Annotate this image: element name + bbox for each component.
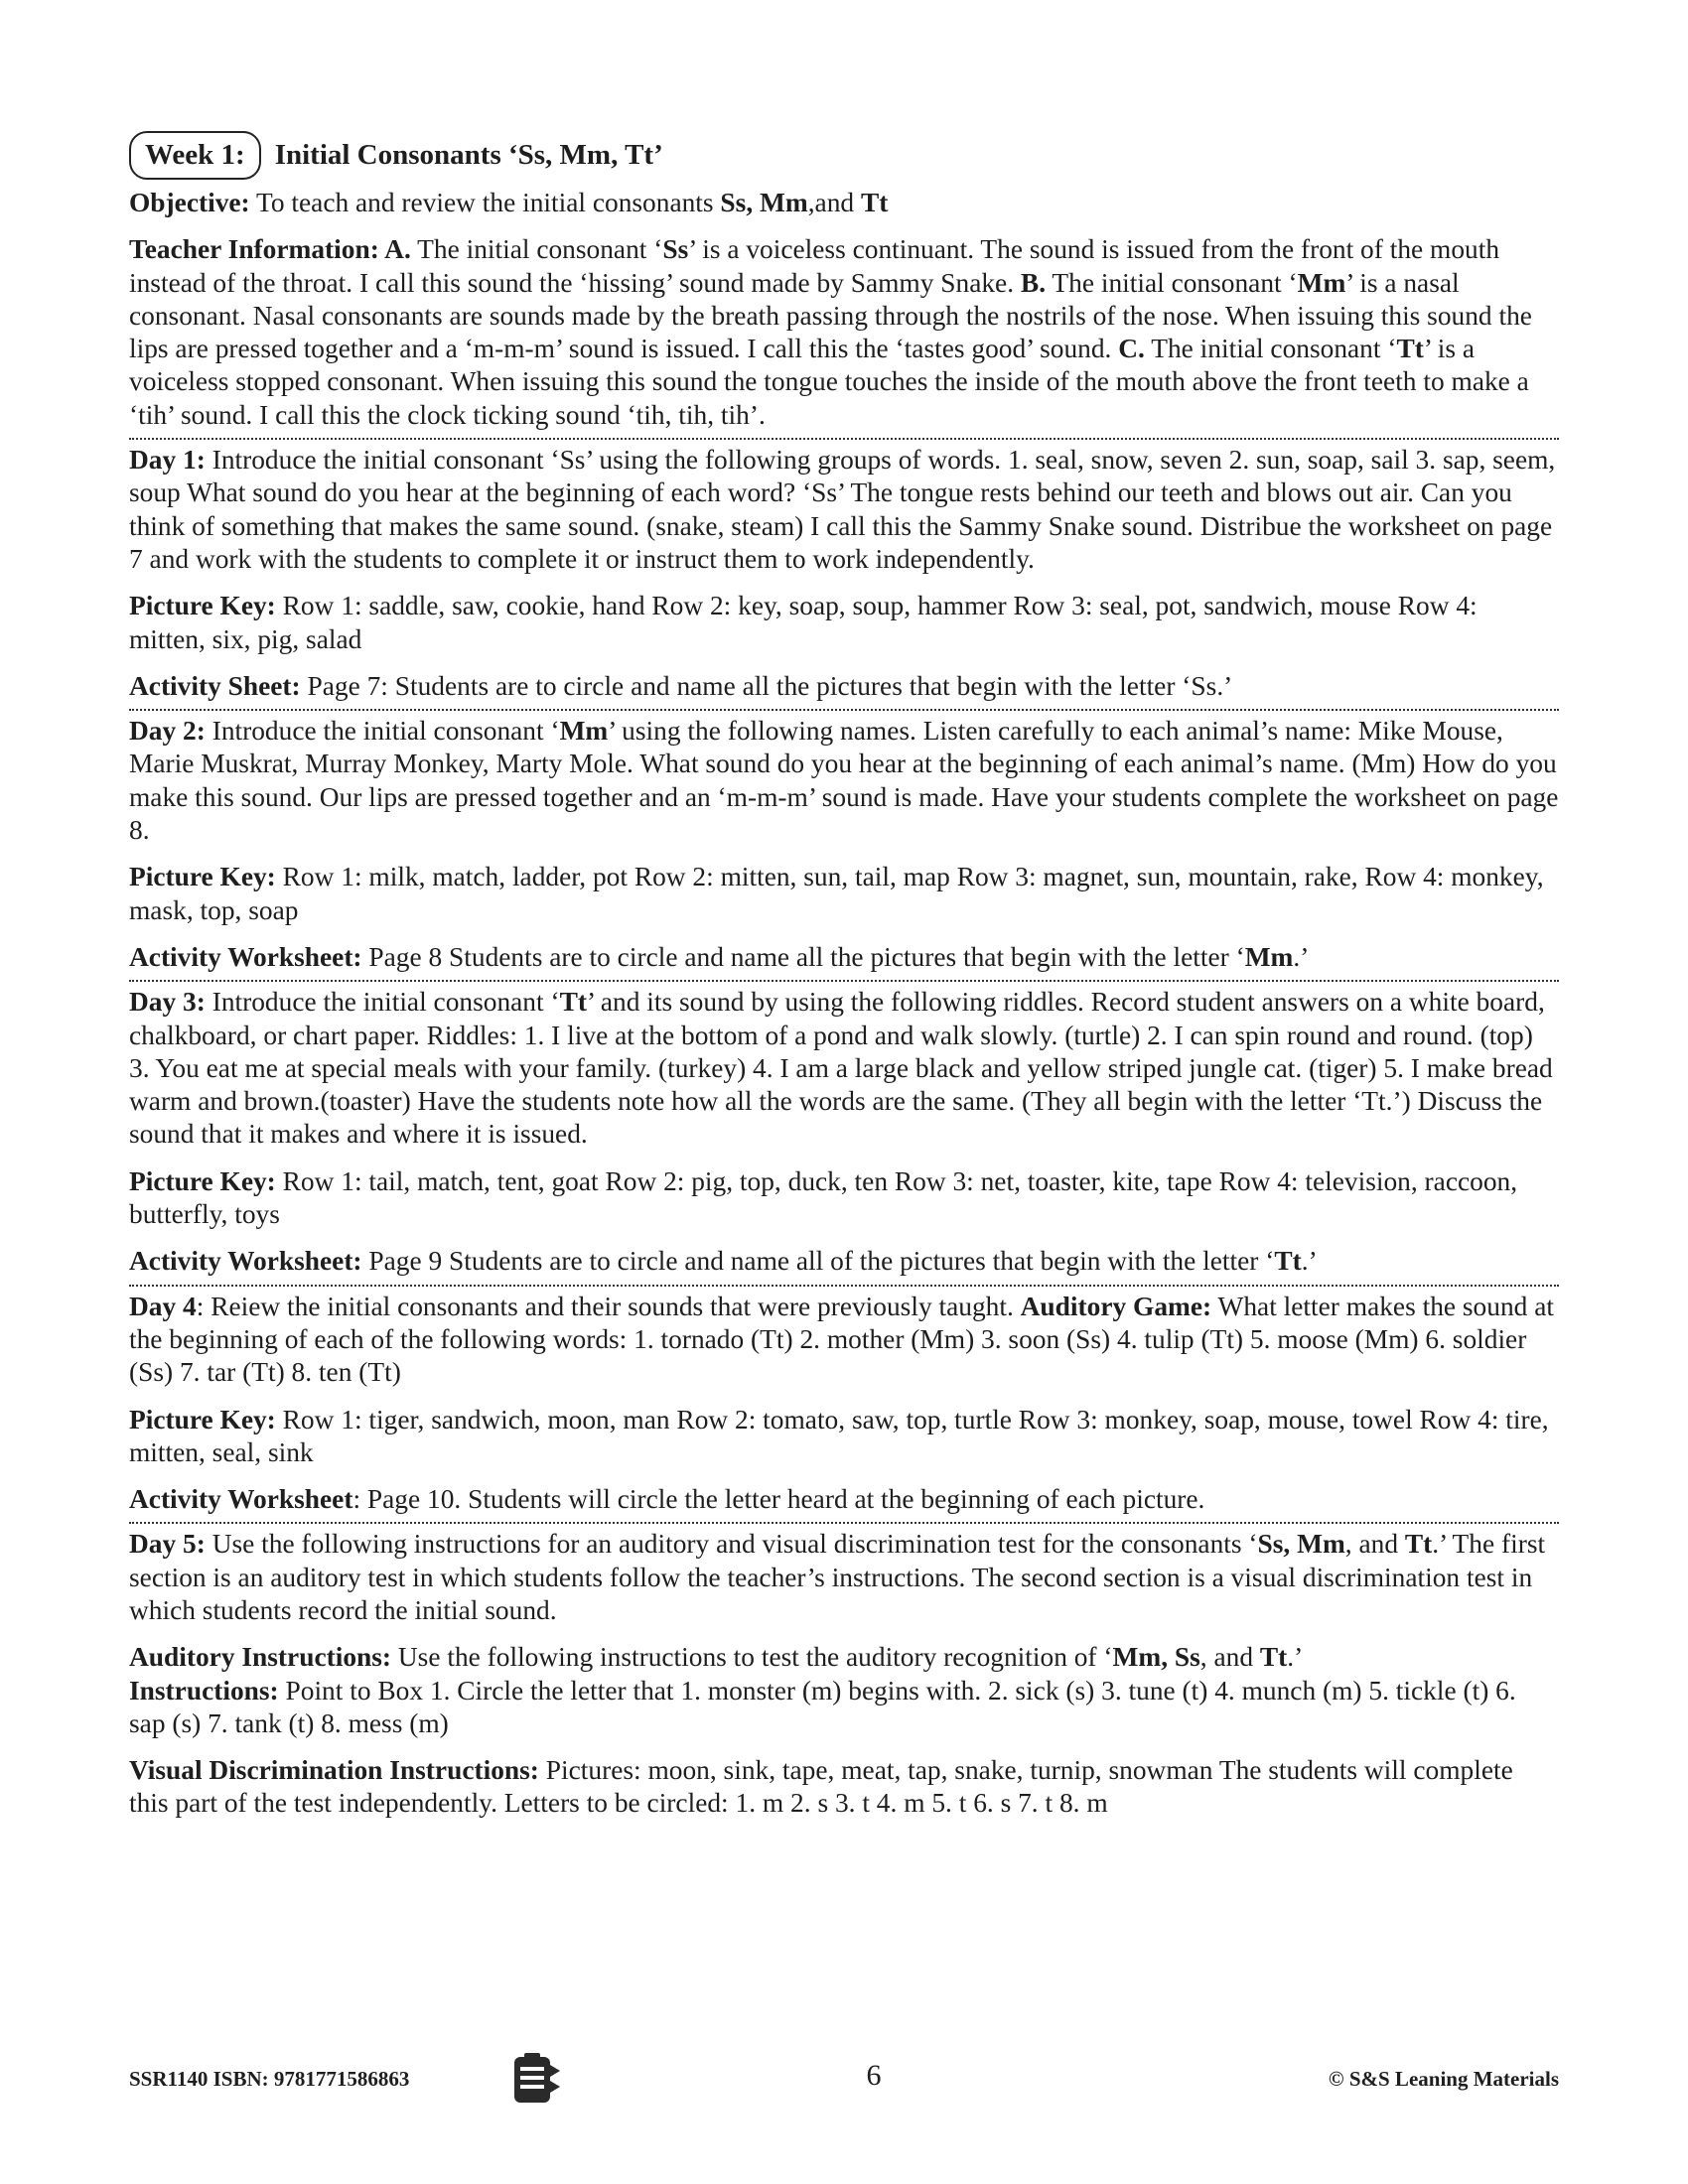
day3-intro: Day 3: Introduce the initial consonant ‘Tt’ and its sound by using the following riddles. Record student answers on a white board, chalkboard, or chart paper. Riddles: 1. I live at the bottom of a pond and walk slowly. (turtle) 2. I can spin round and round. (top) 3. You eat me at special meals with your family. (turkey) 4. I am a large black and yellow striped jungle cat. (tiger) 5. I make bread warm and brown.(toaster) Have the students note how all the words are the same. (They all begin with the letter ‘Tt.’) Discuss the sound that it makes and where it is issued. xyxy=(129,987,1553,1150)
copyright: © S&S Leaning Materials xyxy=(1328,2067,1559,2091)
dotted-divider xyxy=(129,1285,1559,1287)
lesson-title: Initial Consonants ‘Ss, Mm, Tt’ xyxy=(274,138,663,171)
day2-intro: Day 2: Introduce the initial consonant ‘Mm’ using the following names. Listen carefully to each animal’s name: Mike Mouse, Marie Muskrat, Murray Monkey, Marty Mole. What sound do you hear at the beginning of each animal’s name. (Mm) How do you make this sound. Our lips are pressed together and an ‘m-m-m’ sound is made. Have your students complete the worksheet on page 8. xyxy=(129,716,1559,846)
book-icon xyxy=(510,2051,566,2107)
day5-intro: Day 5: Use the following instructions for an auditory and visual discrimination test for the consonants ‘Ss, Mm, and Tt.’ The first section is an auditory test in which students follow the teacher’s instructions. The second section is a visual discrimination test in which students record the initial sound. xyxy=(129,1529,1546,1625)
isbn-code: SSR1140 ISBN: 9781771586863 xyxy=(129,2067,410,2091)
day5-auditory-instructions: Auditory Instructions: Use the following instructions to test the auditory recognition of ‘Mm, Ss, and Tt.’ Instructions: Point to Box 1. Circle the letter that 1. monster (m) begins with. 2. sick (s) 3. tune (t) 4. munch (m) 5. tickle (t) 6. sap (s) 7. tank (t) 8. mess (m) xyxy=(129,1642,1516,1738)
day1-activity-sheet: Activity Sheet: Page 7: Students are to circle and name all the pictures that begin with the letter ‘Ss.’ xyxy=(129,670,1233,701)
objective: Objective: To teach and review the initial consonants Ss, Mm,and Tt xyxy=(129,188,889,217)
day1-intro: Day 1: Introduce the initial consonant ‘Ss’ using the following groups of words. 1. seal, snow, seven 2. sun, soap, sail 3. sap, seem, soup What sound do you hear at the beginning of each word? ‘Ss’ The tongue rests behind our teeth and blows out air. Can you think of something that makes the same sound. (snake, steam) I call this the Sammy Snake sound. Distribue the worksheet on page 7 and work with the students to complete it or instruct them to work independently. xyxy=(129,445,1556,574)
week-label: Week 1: xyxy=(129,131,261,180)
lesson-header xyxy=(129,129,1559,181)
day4-picture-key: Picture Key: Row 1: tiger, sandwich, moon, man Row 2: tomato, saw, top, turtle Row 3: monkey, soap, mouse, towel Row 4: tire, mitten, seal, sink xyxy=(129,1404,1549,1467)
page-footer xyxy=(129,2045,1559,2105)
day4-activity-worksheet: Activity Worksheet: Page 10. Students will circle the letter heard at the beginning of each picture. xyxy=(129,1484,1205,1515)
day2-activity-worksheet: Activity Worksheet: Page 8 Students are to circle and name all the pictures that begin with the letter ‘Mm.’ xyxy=(129,941,1310,972)
day4-intro: Day 4: Reiew the initial consonants and their sounds that were previously taught. Auditory Game: What letter makes the sound at the beginning of each of the following words: 1. tornado (Tt) 2. mother (Mm) 3. soon (Ss) 4. tulip (Tt) 5. moose (Mm) 6. soldier (Ss) 7. tar (Tt) 8. ten (Tt) xyxy=(129,1291,1554,1388)
day5-visual-discrimination: Visual Discrimination Instructions: Pictures: moon, sink, tape, meat, tap, snake, turnip, snowman The students will complete this part of the test independently. Letters to be circled: 1. m 2. s 3. t 4. m 5. t 6. s 7. t 8. m xyxy=(129,1755,1513,1819)
lesson-page xyxy=(129,129,1559,1821)
teacher-information: Teacher Information: A. The initial consonant ‘Ss’ is a voiceless continuant. The sound is issued from the front of the mouth instead of the throat. I call this sound the ‘hissing’ sound made by Sammy Snake. B. The initial consonant ‘Mm’ is a nasal consonant. Nasal consonants are sounds made by the breath passing through the nostrils of the nose. When issuing this sound the lips are pressed together and a ‘m-m-m’ sound is issued. I call this the ‘tastes good’ sound. C. The initial consonant ‘Tt’ is a voiceless stopped consonant. When issuing this sound the tongue touches the inside of the mouth above the front teeth to make a ‘tih’ sound. I call this the clock ticking sound ‘tih, tih, tih’. xyxy=(129,234,1532,430)
dotted-divider xyxy=(129,980,1559,982)
dotted-divider xyxy=(129,438,1559,440)
day1-picture-key: Picture Key: Row 1: saddle, saw, cookie, hand Row 2: key, soap, soup, hammer Row 3: seal, pot, sandwich, mouse Row 4: mitten, six, pig, salad xyxy=(129,591,1477,654)
dotted-divider xyxy=(129,1522,1559,1524)
day3-activity-worksheet: Activity Worksheet: Page 9 Students are to circle and name all of the pictures that begin with the letter ‘Tt.’ xyxy=(129,1246,1318,1277)
dotted-divider xyxy=(129,709,1559,711)
page-number: 6 xyxy=(866,2059,882,2092)
day3-picture-key: Picture Key: Row 1: tail, match, tent, goat Row 2: pig, top, duck, ten Row 3: net, toaster, kite, tape Row 4: television, raccoon, butterfly, toys xyxy=(129,1165,1518,1230)
day2-picture-key: Picture Key: Row 1: milk, match, ladder, pot Row 2: mitten, sun, tail, map Row 3: magnet, sun, mountain, rake, Row 4: monkey, mask, top, soap xyxy=(129,862,1544,925)
